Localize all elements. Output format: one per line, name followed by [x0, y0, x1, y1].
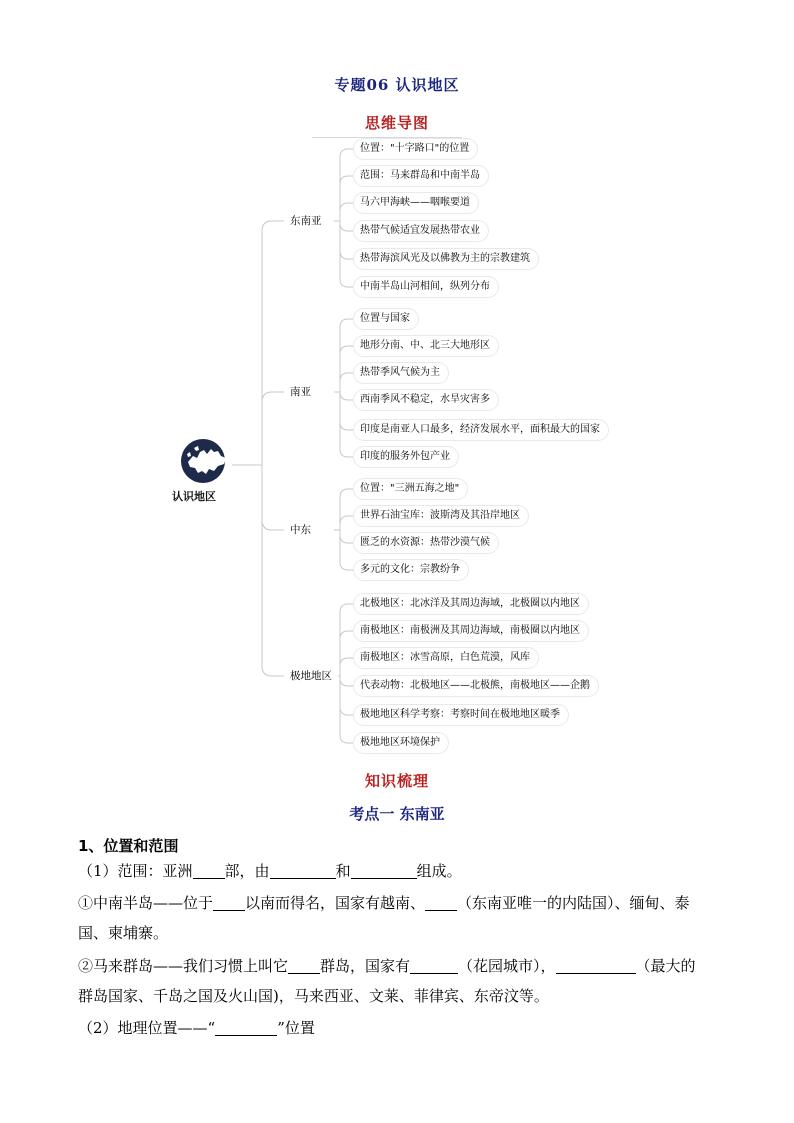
text-fragment: （1）范围：亚洲 — [78, 862, 193, 880]
line-indochina — [78, 892, 738, 913]
branch-node-2: 南亚 — [284, 381, 317, 403]
leaf-node: 极地地区环境保护 — [354, 733, 448, 753]
leaf-node: 马六甲海峡——咽喉要道 — [354, 193, 478, 213]
leaf-node: 热带气候适宜发展热带农业 — [354, 221, 488, 241]
knowledge-title: 知识梳理 — [364, 772, 429, 790]
fill-blank[interactable] — [270, 863, 336, 879]
text-fragment: （花园城市）， — [458, 957, 556, 975]
topic-title: 考点一 东南亚 — [349, 805, 445, 823]
leaf-node: 热带季风气候为主 — [354, 363, 448, 383]
leaf-node: 南极地区：冰雪高原，白色荒漠，风库 — [354, 648, 538, 668]
text-fragment: 群岛，国家有 — [320, 957, 411, 975]
line-indochina-cont: 国、柬埔寨。 — [78, 924, 169, 942]
leaf-node: 南极地区：南极洲及其周边海域，南极圈以内地区 — [354, 621, 588, 641]
root-node: 认识地区 — [172, 490, 216, 503]
fill-blank[interactable] — [556, 958, 636, 974]
fill-blank[interactable] — [351, 863, 417, 879]
fill-blank[interactable] — [425, 895, 457, 911]
line-malay-cont: 群岛国家、千岛之国及火山国)，马来西亚、文莱、菲律宾、东帝汶等。 — [78, 987, 549, 1005]
leaf-node: 位置："三洲五海之地" — [354, 479, 467, 499]
leaf-node: 极地地区科学考察：考察时间在极地地区暖季 — [354, 705, 568, 725]
leaf-node: 西南季风不稳定，水旱灾害多 — [354, 390, 498, 410]
leaf-node: 位置与国家 — [354, 309, 418, 329]
text-fragment: ①中南半岛——位于 — [78, 894, 214, 912]
leaf-node: 位置："十字路口"的位置 — [354, 139, 477, 159]
leaf-node: 中南半岛山河相间，纵列分布 — [354, 277, 498, 297]
line-range — [78, 860, 738, 881]
leaf-node: 匮乏的水资源：热带沙漠气候 — [354, 533, 498, 553]
leaf-node: 印度的服务外包产业 — [354, 447, 458, 467]
branch-node-1: 东南亚 — [284, 210, 328, 232]
text-fragment: 和 — [335, 862, 351, 880]
line-location — [78, 1017, 738, 1038]
leaf-node: 印度是南亚人口最多，经济发展水平，面积最大的国家 — [354, 420, 608, 440]
leaf-node: 范围：马来群岛和中南半岛 — [354, 166, 488, 186]
fill-blank[interactable] — [215, 1020, 277, 1036]
line-malay — [78, 955, 738, 976]
leaf-node: 热带海滨风光及以佛教为主的宗教建筑 — [354, 249, 538, 269]
text-fragment: （2）地理位置——“ — [78, 1019, 216, 1037]
text-fragment: （最大的 — [635, 957, 696, 975]
text-fragment: 组成。 — [416, 862, 462, 880]
leaf-node: 代表动物：北极地区——北极熊，南极地区——企鹅 — [354, 676, 598, 696]
fill-blank[interactable] — [193, 863, 225, 879]
section-heading: 1、位置和范围 — [78, 837, 179, 855]
leaf-node: 北极地区：北冰洋及其周边海域，北极圈以内地区 — [354, 594, 588, 614]
mindmap-title: 思维导图 — [364, 114, 429, 132]
europe-map-icon — [180, 438, 232, 488]
fill-blank[interactable] — [410, 958, 458, 974]
page-title: 专题06 认识地区 — [334, 76, 460, 94]
text-fragment: （东南亚唯一的内陆国）、缅甸、泰 — [457, 894, 690, 912]
fill-blank[interactable] — [288, 958, 320, 974]
text-fragment: ”位置 — [277, 1019, 315, 1037]
text-fragment: 以南而得名，国家有越南、 — [245, 894, 426, 912]
branch-node-4: 极地地区 — [284, 665, 338, 687]
leaf-node: 地形分南、中、北三大地形区 — [354, 336, 498, 356]
leaf-node: 多元的文化：宗教纷争 — [354, 560, 468, 580]
leaf-node: 世界石油宝库：波斯湾及其沿岸地区 — [354, 506, 528, 526]
text-fragment: 部，由 — [224, 862, 270, 880]
text-fragment: ②马来群岛——我们习惯上叫它 — [78, 957, 289, 975]
fill-blank[interactable] — [213, 895, 245, 911]
branch-node-3: 中东 — [284, 519, 317, 541]
